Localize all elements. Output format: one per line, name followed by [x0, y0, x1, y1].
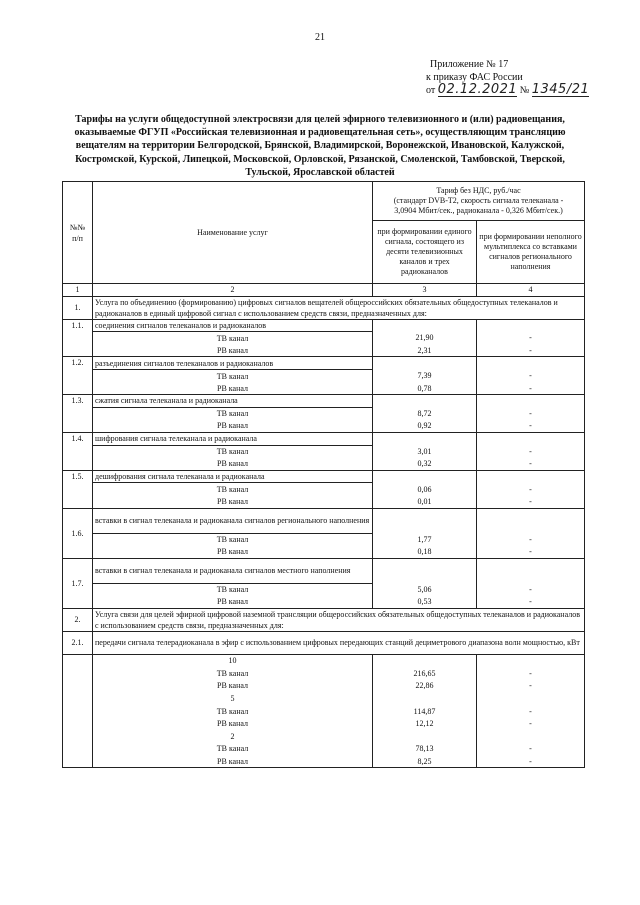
table-cell: -: [477, 420, 585, 433]
appendix-order-ref: к приказу ФАС России: [426, 72, 523, 83]
header-num: №№ п/п: [63, 182, 93, 284]
service-name: вставки в сигнал телеканала и радиоканала сигналов местного наполнения: [93, 558, 373, 583]
empty-num-cell: [63, 654, 93, 767]
table-cell: -: [477, 369, 585, 382]
rv-channel-label: РВ канал: [93, 596, 373, 609]
appendix-date-line: [426, 84, 589, 97]
rv-channel-label: РВ канал: [93, 420, 373, 433]
table-cell: 0,32: [373, 458, 477, 471]
section-text: Услуга связи для целей эфирной цифровой наземной трансляции общероссийских обязательных общедоступных телеканалов и радиоканалов с использованием средств связи, предназначенных для:: [93, 608, 585, 631]
table-cell: 21,90: [373, 332, 477, 345]
table-cell: 0,01: [373, 495, 477, 508]
table-cell: -: [477, 743, 585, 756]
tv-channel-label: ТВ канал: [93, 407, 373, 420]
rv-channel-label: РВ канал: [93, 546, 373, 559]
rv-channel-label: РВ канал: [93, 458, 373, 471]
rv-channel-label: РВ канал: [93, 755, 373, 768]
rv-channel-label: РВ канал: [93, 382, 373, 395]
table-cell: -: [477, 332, 585, 345]
table-cell: 0,53: [373, 596, 477, 609]
header-name: Наименование услуг: [93, 182, 373, 284]
service-name: сжатия сигнала телеканала и радиоканала: [93, 395, 373, 408]
table-cell: 5,06: [373, 583, 477, 596]
row-num: 1.3.: [63, 395, 93, 433]
power-value: 5: [93, 692, 373, 705]
table-cell: 0,06: [373, 483, 477, 496]
table-cell: -: [477, 445, 585, 458]
tv-channel-label: ТВ канал: [93, 705, 373, 718]
tv-channel-label: ТВ канал: [93, 533, 373, 546]
table-cell: -: [477, 344, 585, 357]
tv-channel-label: ТВ канал: [93, 483, 373, 496]
power-value: 2: [93, 730, 373, 743]
rv-channel-label: РВ канал: [93, 717, 373, 730]
tv-channel-label: ТВ канал: [93, 445, 373, 458]
service-name: разъединения сигналов телеканалов и радиоканалов: [93, 357, 373, 370]
tv-channel-label: ТВ канал: [93, 583, 373, 596]
row-num: 2.1.: [63, 631, 93, 654]
table-cell: 8,72: [373, 407, 477, 420]
tv-channel-label: ТВ канал: [93, 667, 373, 680]
header-col4: при формировании неполного мультиплекса со вставками сигналов регионального наполнения: [477, 221, 585, 284]
table-cell: -: [477, 717, 585, 730]
colnum-4: 4: [477, 284, 585, 297]
header-tariff: Тариф без НДС, руб./час (стандарт DVB-T2, скорость сигнала телеканала - 3,0904 Мбит/сек., радиоканала - 0,326 Мбит/сек.): [373, 182, 585, 221]
service-name: передачи сигнала телерадиоканала в эфир с использованием цифровых передающих станций дециметрового диапазона волн мощностью, кВт: [93, 631, 585, 654]
table-cell: 78,13: [373, 743, 477, 756]
table-cell: -: [477, 407, 585, 420]
table-cell: 2,31: [373, 344, 477, 357]
appendix-block: [426, 58, 590, 97]
table-cell: 1,77: [373, 533, 477, 546]
row-num: 1.1.: [63, 319, 93, 357]
row-num: 1.6.: [63, 508, 93, 558]
tariff-table: [62, 181, 585, 768]
table-cell: -: [477, 583, 585, 596]
service-name: вставки в сигнал телеканала и радиоканала сигналов регионального наполнения: [93, 508, 373, 533]
tv-channel-label: ТВ канал: [93, 743, 373, 756]
colnum-1: 1: [63, 284, 93, 297]
table-cell: -: [477, 382, 585, 395]
table-cell: -: [477, 483, 585, 496]
row-num: 1.: [63, 296, 93, 319]
colnum-3: 3: [373, 284, 477, 297]
table-cell: 3,01: [373, 445, 477, 458]
page-number: 21: [315, 32, 325, 43]
table-cell: 114,87: [373, 705, 477, 718]
table-cell: 0,18: [373, 546, 477, 559]
row-num: 1.4.: [63, 432, 93, 470]
tv-channel-label: ТВ канал: [93, 369, 373, 382]
table-cell: 0,92: [373, 420, 477, 433]
table-cell: 8,25: [373, 755, 477, 768]
date-prefix: от: [426, 85, 436, 96]
handwritten-number: 1345/21: [531, 82, 590, 97]
number-sign: №: [519, 85, 530, 96]
table-cell: 7,39: [373, 369, 477, 382]
table-cell: -: [477, 667, 585, 680]
service-name: соединения сигналов телеканалов и радиоканалов: [93, 319, 373, 332]
table-cell: -: [477, 680, 585, 693]
table-cell: -: [477, 596, 585, 609]
row-num: 1.5.: [63, 470, 93, 508]
table-cell: 22,86: [373, 680, 477, 693]
table-cell: -: [477, 546, 585, 559]
power-value: 10: [93, 654, 373, 667]
table-cell: -: [477, 705, 585, 718]
service-name: шифрования сигнала телеканала и радиоканала: [93, 432, 373, 445]
handwritten-date: 02.12.2021: [437, 82, 518, 97]
row-num: 2.: [63, 608, 93, 631]
row-num: 1.2.: [63, 357, 93, 395]
rv-channel-label: РВ канал: [93, 495, 373, 508]
table-cell: -: [477, 458, 585, 471]
table-cell: 0,78: [373, 382, 477, 395]
rv-channel-label: РВ канал: [93, 680, 373, 693]
appendix-title: Приложение № 17: [430, 59, 509, 70]
table-cell: -: [477, 533, 585, 546]
tv-channel-label: ТВ канал: [93, 332, 373, 345]
header-col3: при формировании единого сигнала, состоящего из десяти телевизионных каналов и трех радиоканалов: [373, 221, 477, 284]
service-name: дешифрования сигнала телеканала и радиоканала: [93, 470, 373, 483]
colnum-2: 2: [93, 284, 373, 297]
document-title: Тарифы на услуги общедоступной электросвязи для целей эфирного телевизионного и (или) радиовещания, оказываемые ФГУП «Российская телевизионная и радиовещательная сеть», осуществляющим трансляцию вещателям на территории Белгородской, Брянской, Владимирской, Воронежской, Ивановской, Калужской, Костромской, Курской, Липецкой, Московской, Орловской, Рязанской, Смоленской, Тамбовской, Тверской, Тульской, Ярославской областей: [74, 114, 566, 178]
table-cell: -: [477, 495, 585, 508]
table-cell: 12,12: [373, 717, 477, 730]
row-num: 1.7.: [63, 558, 93, 608]
table-cell: -: [477, 755, 585, 768]
table-cell: 216,65: [373, 667, 477, 680]
section-text: Услуга по объединению (формированию) цифровых сигналов вещателей общероссийских обязательных общедоступных телеканалов и радиоканалов в единый цифровой сигнал с использованием средств связи, предназначенных для:: [93, 296, 585, 319]
rv-channel-label: РВ канал: [93, 344, 373, 357]
